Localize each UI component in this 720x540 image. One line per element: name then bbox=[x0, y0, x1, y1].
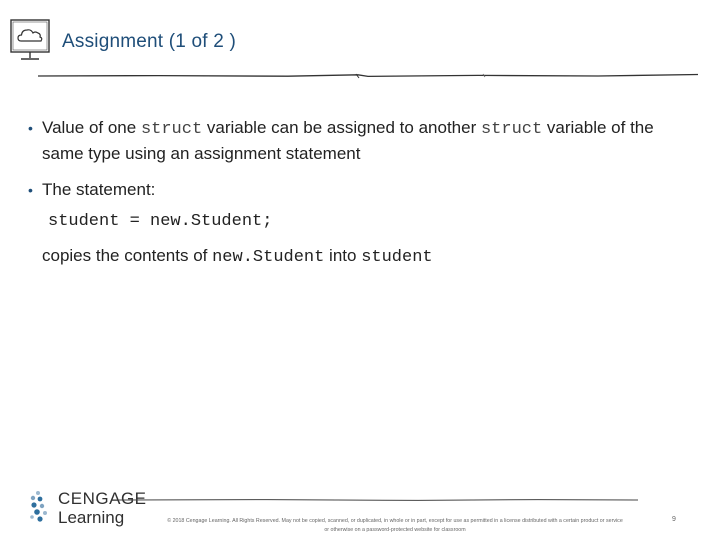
cloud-monitor-icon bbox=[9, 18, 51, 62]
copyright-line: or otherwise on a password-protected website for classroom bbox=[324, 527, 466, 533]
bullet-text: Value of one bbox=[42, 118, 141, 137]
copies-sentence bbox=[42, 244, 698, 270]
slide-title: Assignment (1 of 2 ) bbox=[62, 31, 237, 52]
bullet-dot: • bbox=[28, 120, 33, 136]
title-divider bbox=[38, 70, 698, 80]
code-statement: student = new.Student; bbox=[48, 212, 273, 231]
footer-divider bbox=[118, 496, 638, 504]
brand-name: CENGAGE bbox=[58, 489, 147, 508]
code-student: student bbox=[361, 248, 433, 267]
copyright-notice bbox=[130, 517, 660, 535]
bullet-text: variable of the same type using an assignment statement bbox=[42, 118, 654, 163]
page-number: 9 bbox=[672, 516, 676, 523]
copyright-line: © 2018 Cengage Learning. All Rights Reserved. May not be copied, scanned, or duplicated, in whole or in part, except for use as permitted in a license distributed with a certain product or service bbox=[167, 518, 623, 524]
code-struct: struct bbox=[480, 120, 543, 139]
copies-text: into bbox=[324, 246, 362, 265]
brand-subtitle: Learning bbox=[58, 508, 125, 527]
cengage-dots-logo bbox=[28, 489, 54, 525]
code-struct: struct bbox=[140, 120, 203, 139]
bullet-assignment bbox=[28, 116, 698, 166]
slide-body bbox=[28, 116, 698, 270]
bullet-text: The statement: bbox=[42, 180, 156, 199]
bullet-text: variable can be assigned to another bbox=[202, 118, 481, 137]
code-new-student: new.Student bbox=[212, 248, 325, 267]
bullet-statement bbox=[28, 178, 698, 202]
copies-text: copies the contents of bbox=[42, 246, 213, 265]
bullet-dot: • bbox=[28, 182, 33, 198]
